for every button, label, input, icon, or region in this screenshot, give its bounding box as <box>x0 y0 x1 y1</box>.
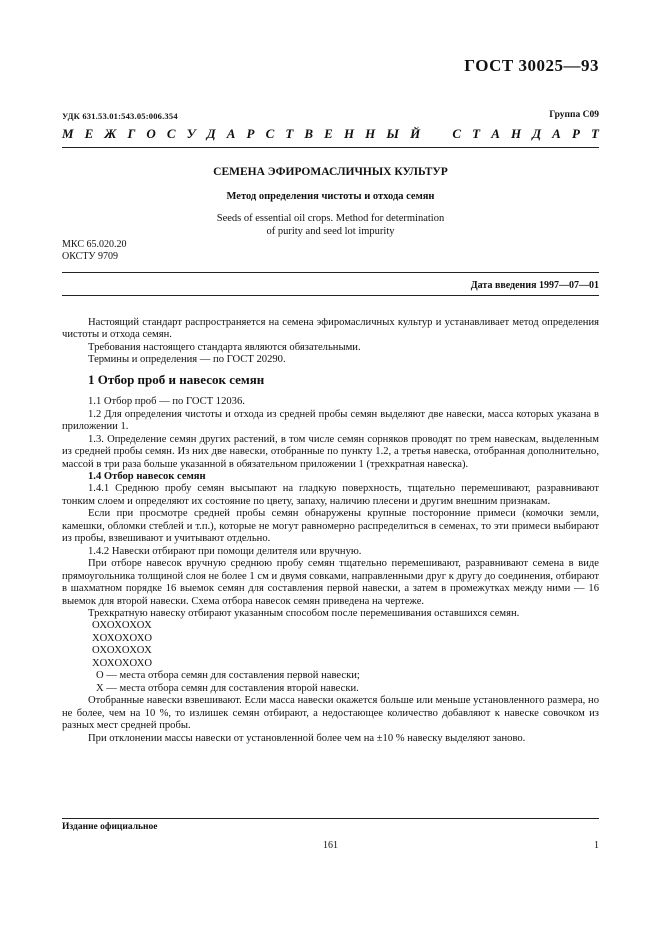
banner-letter: Н <box>510 126 522 141</box>
banner-letter: В <box>304 126 314 141</box>
banner-letter: Т <box>472 126 481 141</box>
banner-letter: Т <box>590 126 599 141</box>
weighing-paragraph: Отобранные навески взвешивают. Если масса навески окажется больше или меньше установленного размера, но не более, чем на 10 %, то излишек семян отбирают, а недостающее количество добавляют к навеске совочком из разных мест средней пробы. <box>62 695 599 732</box>
banner-letter: Е <box>84 126 94 141</box>
banner-letter: А <box>552 126 561 141</box>
page-number: 161 <box>323 840 338 851</box>
document-title: СЕМЕНА ЭФИРОМАСЛИЧНЫХ КУЛЬТУР <box>213 166 448 178</box>
banner-letter: Ж <box>104 126 117 141</box>
clause-1-4-2-procedure: При отборе навесок вручную среднюю пробу семян тщательно перемешивают, разравнивают семена в виде прямоугольника толщиной слоя не более 1 см и двумя совками, направленными друг к другу до соединения, отбирают в шахматном порядке 16 выемок семян для составления первой навески, а затем в промежутках между ними — 16 выемок для второй навески. Схема отбора навесок семян приведена на чертеже. <box>62 558 599 607</box>
clause-1-2: 1.2 Для определения чистоты и отхода из средней пробы семян выделяют две навески, масса которых указана в приложении 1. <box>62 408 599 433</box>
legend-x: Х — места отбора семян для составления второй навески. <box>96 682 359 694</box>
scheme-row: ХОХОХОХО <box>92 632 153 644</box>
banner-letter: Н <box>343 126 355 141</box>
legend-o: О — места отбора семян для составления первой навески; <box>96 670 360 682</box>
banner-letter: М <box>62 126 74 141</box>
banner-letter: Й <box>410 126 421 141</box>
edition-label: Издание официальное <box>62 822 158 832</box>
banner-letter: Н <box>365 126 376 141</box>
date-bottom-rule <box>62 295 599 296</box>
banner-letter: Т <box>285 126 294 141</box>
banner-letter: Е <box>324 126 333 141</box>
footer-rule <box>62 818 599 819</box>
clause-1-4-2: 1.4.2 Навески отбирают при помощи делителя или вручную. <box>88 545 362 557</box>
banner-letter: Ы <box>386 126 399 141</box>
clause-1-4-heading: 1.4 Отбор навесок семян <box>88 470 206 482</box>
banner-letter: А <box>491 126 500 141</box>
banner-letter: Д <box>532 126 542 141</box>
interstate-standard-banner <box>62 126 599 142</box>
banner-letter: О <box>146 126 156 141</box>
introduction-date: Дата введения 1997—07—01 <box>470 280 599 291</box>
english-title-line-2: of purity and seed lot impurity <box>266 226 395 237</box>
scheme-row: ОХОХОХОХ <box>92 645 153 657</box>
banner-letter: Р <box>571 126 580 141</box>
gost-number: ГОСТ 30025—93 <box>464 56 599 75</box>
group-code: Группа С09 <box>549 110 599 120</box>
banner-letter: А <box>226 126 236 141</box>
intro-paragraph-1: Настоящий стандарт распространяется на семена эфиромасличных культур и устанавливает метод определения чистоты и отхода семян. <box>62 317 599 341</box>
date-top-rule <box>62 272 599 273</box>
clause-1-4-1: 1.4.1 Среднюю пробу семян высыпают на гладкую поверхность, тщательно перемешивают, разравнивают тонким слоем и определяют их состояние по цвету, запаху, наличию плесени и другим внешним признакам. <box>62 483 599 507</box>
banner-letter: С <box>166 126 176 141</box>
intro-paragraph-2: Требования настоящего стандарта являются обязательными. <box>88 341 361 353</box>
english-title <box>62 212 599 238</box>
clause-1-3: 1.3. Определение семян других растений, в том числе семян сорняков проводят по трем навескам, выделенным из средней пробы семян. Из них две навески, отобранные по пункту 1.2, а третья навеска, отобранная дополнительно, массой в три раза больше указанной в обязательном приложении 1 (трехкратная навеска). <box>62 433 599 470</box>
banner-letter: Р <box>246 126 255 141</box>
intro-paragraph-3: Термины и определения — по ГОСТ 20290. <box>88 354 286 366</box>
clause-1-4-1-continued: Если при просмотре средней пробы семян обнаружены крупные посторонние примеси (комочки земли, камешки, обломки стеблей и т.п.), которые не могут равномерно распределиться в семенах, то эти примеси выбирают из пробы, взвешивают и учитывают отдельно. <box>62 508 599 545</box>
banner-letter: С <box>452 126 462 141</box>
banner-letter: Г <box>127 126 136 141</box>
banner-letter: У <box>186 126 196 141</box>
banner-letter: Д <box>206 126 216 141</box>
mks-code: МКС 65.020.20 <box>62 239 127 250</box>
udk-code: УДК 631.53.01:543.05:006.354 <box>62 111 178 121</box>
sampling-scheme <box>92 620 599 670</box>
banner-letter <box>431 126 441 142</box>
clause-1-4-2-triple: Трехкратную навеску отбирают указанным способом после перемешивания оставшихся семян. <box>88 607 520 619</box>
okstu-code: ОКСТУ 9709 <box>62 251 119 262</box>
scheme-row: ХОХОХОХО <box>92 657 153 669</box>
english-title-line-1: Seeds of essential oil crops. Method for determination <box>216 213 445 224</box>
deviation-paragraph: При отклонении массы навески от установленной более чем на ±10 % навеску выделяют заново. <box>88 732 526 744</box>
document-subtitle: Метод определения чистоты и отхода семян <box>226 191 435 202</box>
banner-letter: С <box>265 126 275 141</box>
section-1-heading: 1 Отбор проб и навесок семян <box>88 371 265 387</box>
sheet-number: 1 <box>594 840 599 851</box>
clause-1-1: 1.1 Отбор проб — по ГОСТ 12036. <box>88 396 245 408</box>
header-rule <box>62 147 599 148</box>
classification-codes <box>62 239 126 263</box>
scheme-row: ОХОХОХОХ <box>92 620 153 632</box>
document-body <box>62 317 599 745</box>
